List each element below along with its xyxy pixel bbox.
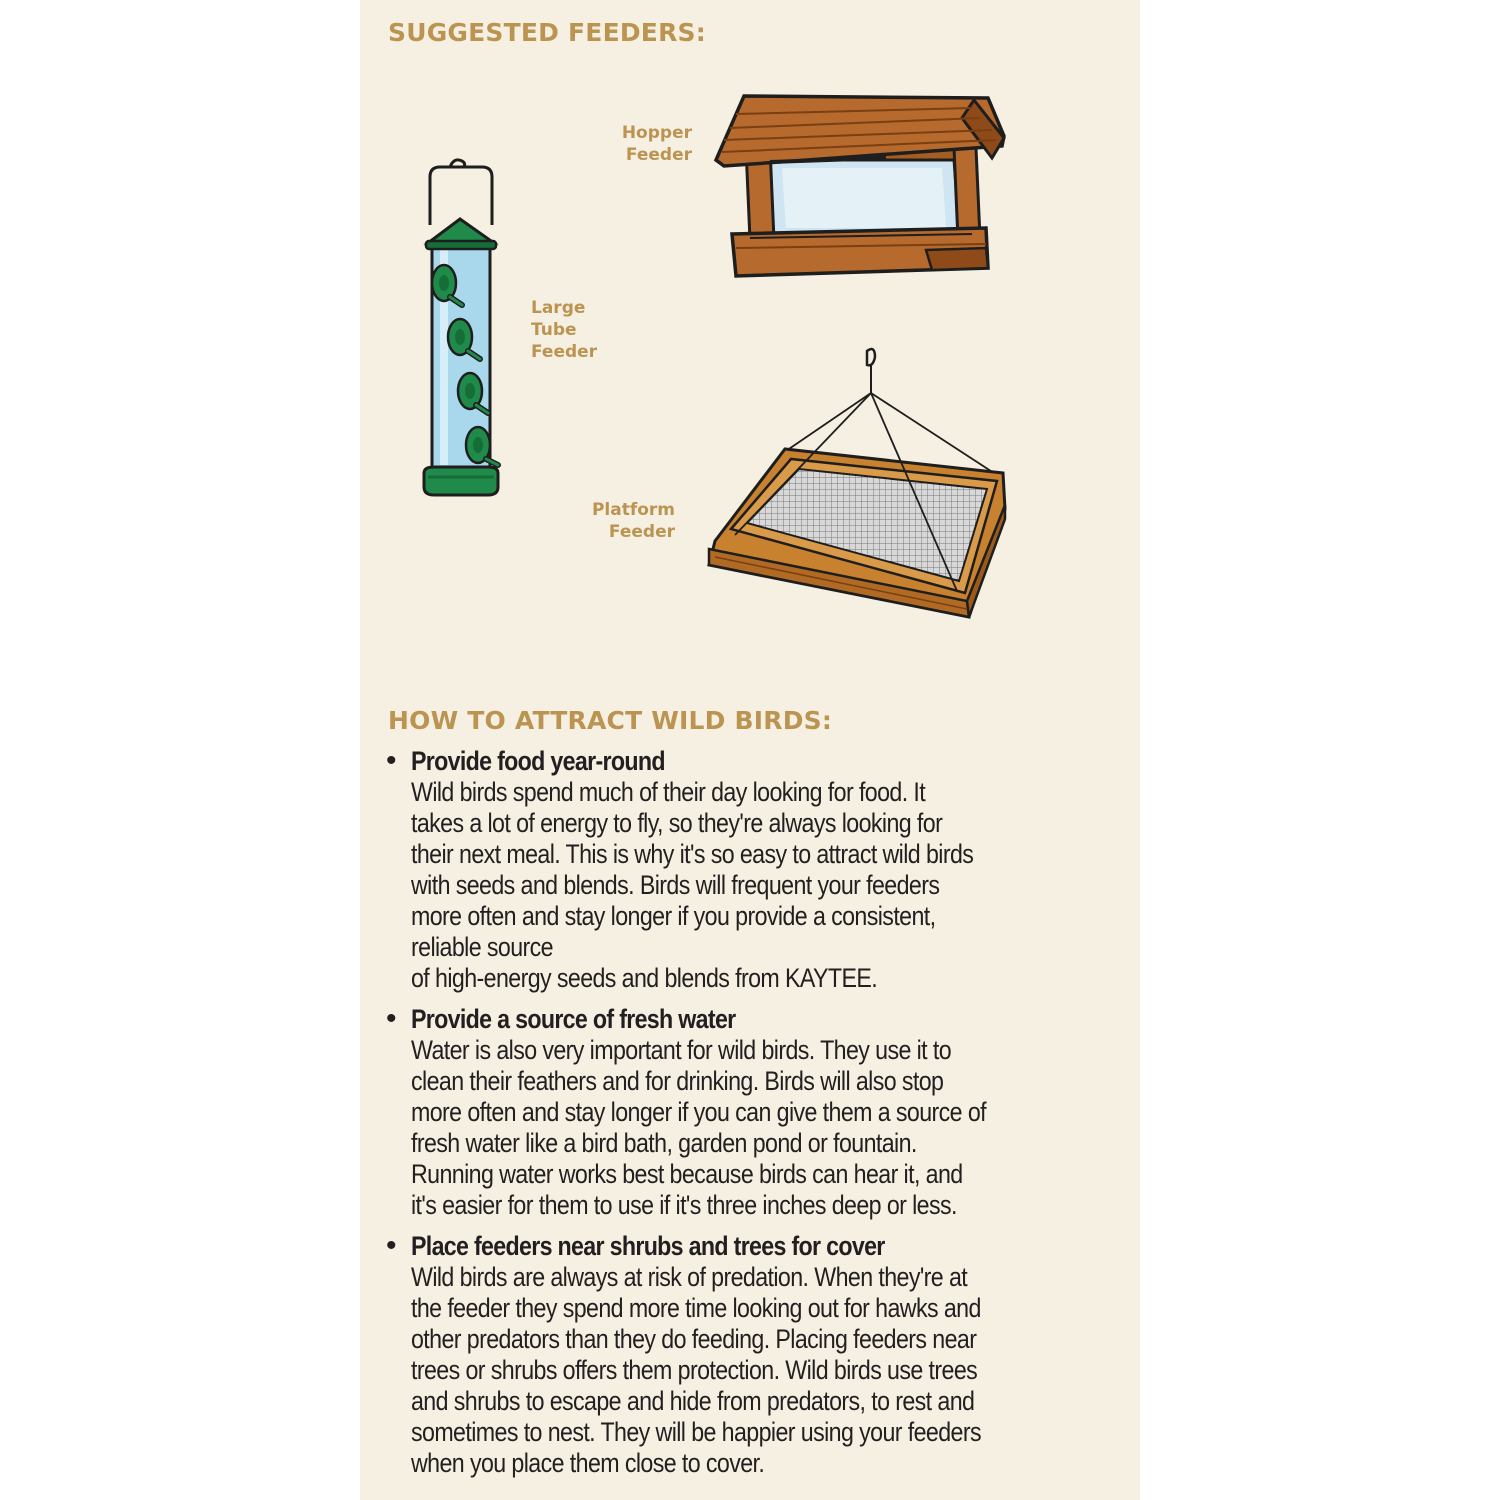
suggested-feeders-title: SUGGESTED FEEDERS: [388, 18, 706, 47]
tip-shrubs-cover [386, 1231, 1116, 1479]
hopper-feeder-illustration [710, 88, 1010, 293]
platform-feeder-label: Platform Feeder [591, 500, 675, 542]
large-tube-feeder-label: Large Tube Feeder [531, 298, 598, 362]
tips-list [386, 746, 1116, 1479]
tip-body: Water is also very important for wild birds. They use it to clean their feathers and for drinking. Birds will also stop more often and stay longer if you can give them a source of fresh water like a bird bath, garden pond or fountain. Running water works best because birds can hear it, and it's easier for them to use if it's three inches deep or less. [411, 1035, 987, 1220]
tip-provide-food [386, 746, 1116, 994]
platform-feeder-illustration [705, 345, 1010, 620]
tip-body: Wild birds are always at risk of predation. When they're at the feeder they spend more time looking out for hawks and other predators than they do feeding. Placing feeders near trees or shrubs offers them protection. Wild birds use trees and shrubs to escape and hide from predators, to rest and sometimes to nest. They will be happier using your feeders when you place them close to cover. [411, 1262, 981, 1478]
tip-heading: • Provide food year-round [411, 746, 665, 776]
tube-feeder-illustration [410, 155, 520, 505]
hopper-feeder-label: Hopper Feeder [621, 123, 692, 165]
tip-heading: • Place feeders near shrubs and trees for cover [411, 1231, 885, 1261]
tip-body: Wild birds spend much of their day looking for food. It takes a lot of energy to fly, so they're always looking for their next meal. This is why it's so easy to attract wild birds with seeds and blends. Birds will frequent your feeders more often and stay longer if you provide a consistent, reliable source of high-energy seeds and blends from KAYTEE. [411, 777, 974, 993]
content-panel [360, 0, 1140, 1500]
attract-wild-birds-title: HOW TO ATTRACT WILD BIRDS: [388, 706, 833, 735]
tip-heading: • Provide a source of fresh water [411, 1004, 736, 1034]
tip-fresh-water [386, 1004, 1116, 1221]
